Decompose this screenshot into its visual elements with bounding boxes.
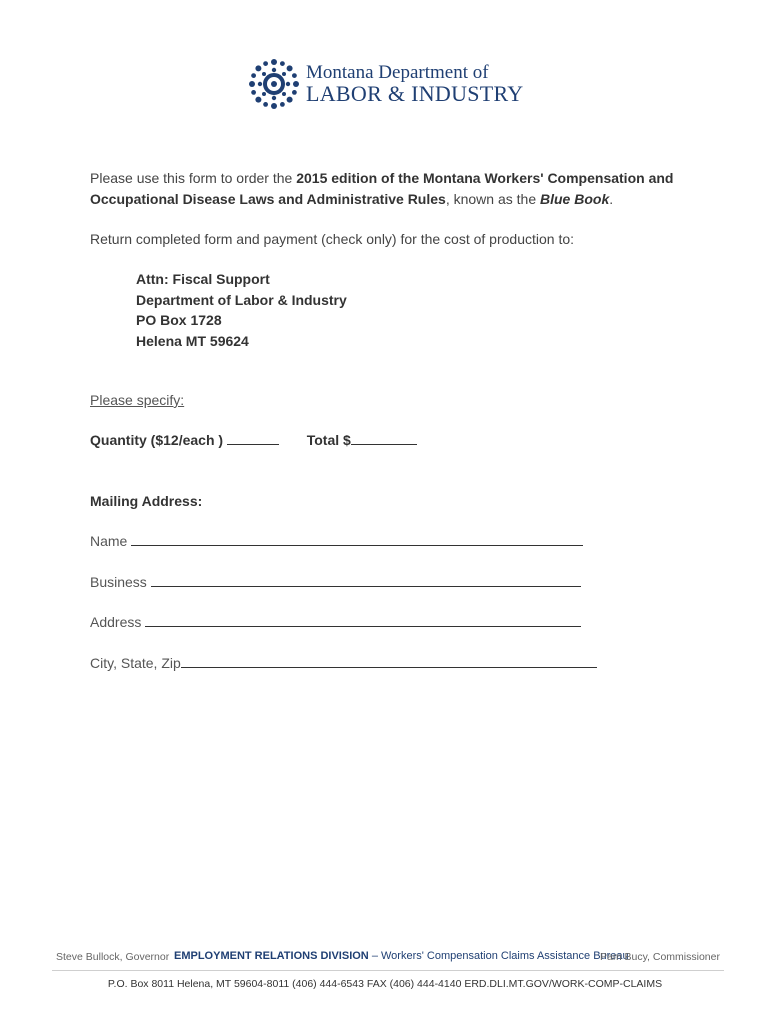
city-state-zip-field [90,655,597,671]
name-line[interactable] [131,533,583,546]
footer-contact-info: P.O. Box 8011 Helena, MT 59604-8011 (406) 444-6543 FAX (406) 444-4140 ERD.DLI.MT.GOV/WORK-COMP-CLAIMS [107,978,663,990]
address-line: Attn: Fiscal Support [136,271,270,287]
city-state-zip-line[interactable] [181,655,597,668]
footer-commissioner: Pam Bucy, Commissioner [599,951,720,963]
address-line: Department of Labor & Industry [136,291,347,308]
footer-officials [56,950,720,966]
address-field [90,614,581,630]
intro-text-3: . [609,191,614,207]
name-label: Name [90,533,128,549]
quantity-blank[interactable] [227,432,279,445]
name-field [90,533,583,549]
mailing-address-block [136,269,347,351]
city-state-zip-label: City, State, Zip [90,655,181,671]
quantity-row [90,432,417,448]
intro-text-2: , known as the [445,191,540,207]
intro-publication-title: 2015 edition of the Montana Workers' Compensation and Occupational Disease Laws and Administrative Rules [90,170,674,207]
total-label: Total $ [306,432,351,448]
logo-title-line2: LABOR & INDUSTRY [306,81,524,106]
intro-paragraph [90,168,690,210]
business-label: Business [90,574,147,590]
intro-blue-book: Blue Book [540,191,610,207]
footer-division [174,950,629,962]
business-field [90,574,581,590]
quantity-label: Quantity ($12/each ) [90,432,224,448]
total-blank[interactable] [351,432,417,445]
footer-divider [52,970,724,971]
business-line[interactable] [151,574,581,587]
footer-governor: Steve Bullock, Governor [56,951,170,963]
address-line: Helena MT 59624 [136,332,249,349]
logo-title-line1: Montana Department of [306,62,489,83]
return-instructions: Return completed form and payment (check only) for the cost of production to: [90,231,575,247]
mailing-address-heading: Mailing Address: [90,493,203,509]
intro-text-1: Please use this form to order the [90,170,297,186]
address-line-blank[interactable] [145,614,581,627]
footer-division-name: EMPLOYMENT RELATIONS DIVISION [174,950,369,962]
footer-bureau: – Workers' Compensation Claims Assistance Bureau [368,950,629,962]
dli-seal-icon [246,56,302,112]
specify-label: Please specify: [90,392,185,408]
address-label: Address [90,614,142,630]
address-line: PO Box 1728 [136,312,222,328]
dli-logo [246,56,536,112]
